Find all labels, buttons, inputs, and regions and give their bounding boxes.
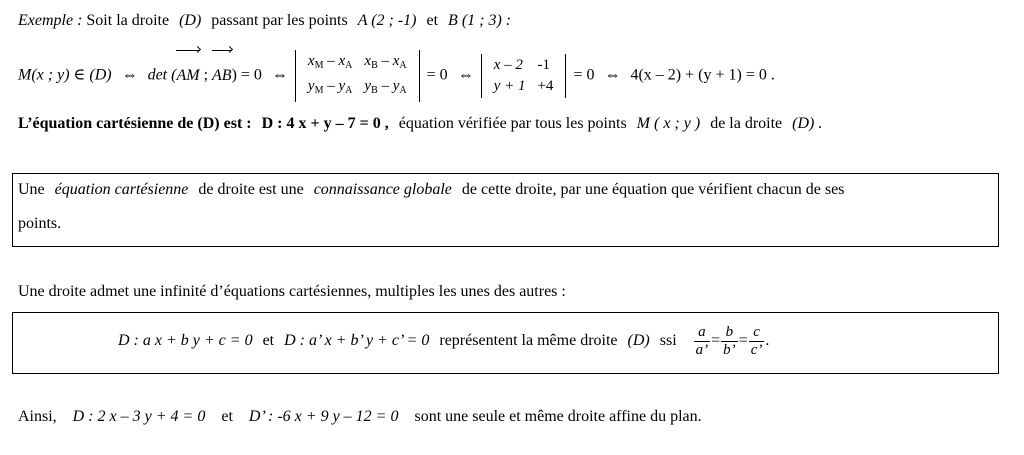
infinity-text: Une droite admet une infinité d’équations cartésiennes, multiples les unes des autres : <box>18 283 566 300</box>
point-m: M ( x ; y ) <box>636 115 701 132</box>
det-suffix: ) = 0 <box>231 66 262 84</box>
example-line-d: (D) <box>179 12 202 29</box>
iff-symbol-3: ⇔ <box>457 66 474 84</box>
vector-ab: AB <box>212 52 232 100</box>
cartesian-text: équation vérifiée par tous les points <box>398 115 627 132</box>
cartesian-equation: D : 4 x + y – 7 = 0 , <box>261 115 389 132</box>
cartesian-label: L’équation cartésienne de (D) est : <box>18 115 252 132</box>
term-equation-cartesienne: équation cartésienne <box>54 181 189 198</box>
definition-box <box>12 173 999 247</box>
term-connaissance-globale: connaissance globale <box>313 181 452 198</box>
cartesian-line <box>18 114 822 134</box>
equals-zero-1: = 0 <box>426 66 448 84</box>
m-in-d: M(x ; y) ∈ (D) <box>18 66 112 84</box>
expanded-equation: 4(x – 2) + (y + 1) = 0 . <box>630 66 775 84</box>
fraction-b: $\frac{b}{b’}$ <box>723 323 736 358</box>
iff-symbol-4: ⇔ <box>604 66 621 84</box>
cartesian-end-text: de la droite <box>710 115 783 132</box>
equivalence-box <box>12 312 999 374</box>
cartesian-line-d: (D) . <box>792 115 823 132</box>
fraction-a: $\frac{a}{a’}$ <box>695 323 709 358</box>
determinant-numeric: x – 2 -1 y + 1 +4 <box>481 54 567 98</box>
point-b: B (1 ; 3) : <box>448 12 512 29</box>
equation-d-prime: D : a’ x + b’ y + c’ = 0 <box>284 332 430 349</box>
det-prefix: det ( <box>147 66 177 84</box>
equals-zero-2: = 0 <box>573 66 595 84</box>
example-intro: Soit la droite <box>86 12 170 29</box>
vector-am: AM <box>176 52 199 100</box>
definition-line-2: points. <box>18 215 62 232</box>
conclusion-equation-d-prime: D’ : -6 x + 9 y – 12 = 0 <box>248 408 399 425</box>
conclusion-equation-d: D : 2 x – 3 y + 4 = 0 <box>72 408 206 425</box>
derivation-line <box>18 50 775 102</box>
example-passing: passant par les points <box>211 12 348 29</box>
conclusion-line: Ainsi, D : 2 x – 3 y + 4 = 0 et D’ : -6 x + 9 y – 12 = 0 sont une seule et même droite affine du plan. <box>18 408 702 425</box>
fraction-c: $\frac{c}{c’}$ <box>750 323 763 358</box>
equivalence-line: D : a x + b y + c = 0 et D : a’ x + b’ y + c’ = 0 représentent la même droite (D) ssi $\frac{a}{a’}$ = $\frac{b}{b’}$ = $\frac{c}{c’}$ . <box>118 323 770 358</box>
equation-d: D : a x + b y + c = 0 <box>118 332 253 349</box>
definition-line-1: Une équation cartésienne de droite est une connaissance globale de cette droite, par une équation que vérifient chacun de ses <box>18 181 845 198</box>
example-and: et <box>426 12 439 29</box>
iff-symbol-1: ⇔ <box>121 66 138 84</box>
determinant-general: $x_M - x_A$ $x_B - x_A$ $y_M - y_A$ $y_B - y_A$ <box>295 50 420 102</box>
point-a: A (2 ; -1) <box>357 12 417 29</box>
iff-symbol-2: ⇔ <box>271 66 288 84</box>
example-line <box>18 11 511 31</box>
det-sep: ; <box>203 66 209 84</box>
example-label: Exemple : <box>18 12 83 29</box>
